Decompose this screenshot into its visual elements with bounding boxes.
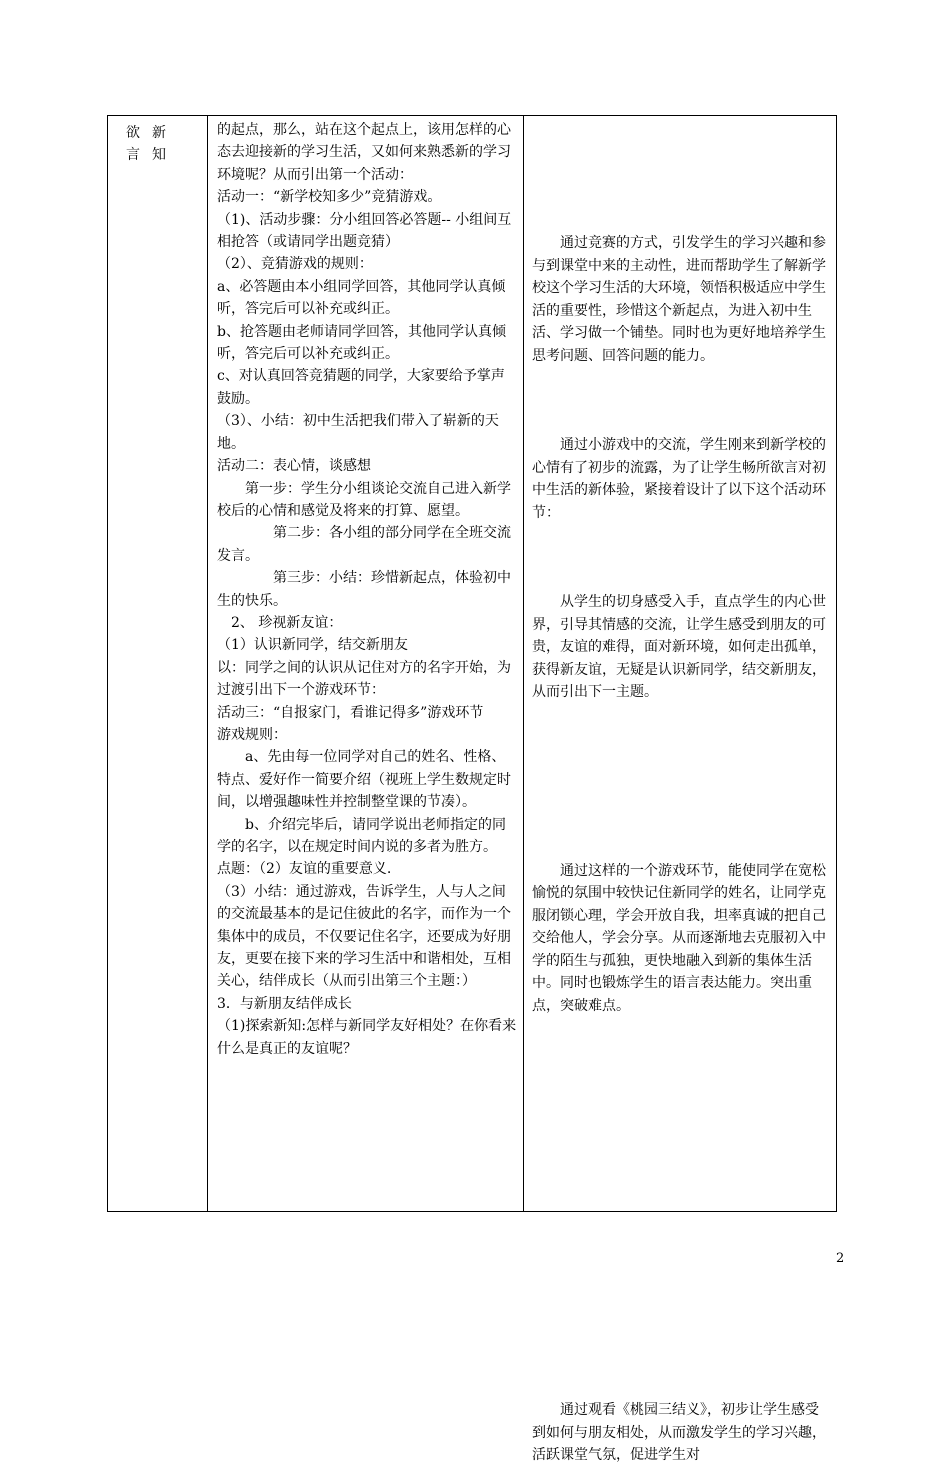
column-divider bbox=[523, 116, 524, 1211]
paragraph: 通过这样的一个游戏环节，能使同学在宽松愉悦的氛围中较快记住新同学的姓名，让同学克服闭锁心理，学会开放自我，坦率真诚的把自己交给他人，学会分享。从而逐渐地去克服初入中学的陌生与孤独，更快地融入到新的集体生活中。同时也锻炼学生的语言表达能力。突出重点，突破难点。 bbox=[532, 862, 826, 1014]
paragraph: 第一步：学生分小组谈论交流自己进入新学校后的心情和感觉及将来的打算、愿望。 bbox=[217, 480, 511, 519]
paragraph: b、抢答题由老师请同学回答，其他同学认真倾听，答完后可以补充或纠正。 bbox=[217, 323, 506, 363]
page-number: 2 bbox=[836, 1251, 845, 1266]
paragraph: 第二步：各小组的部分同学在全班交流发言。 bbox=[217, 525, 511, 564]
paragraph: 2、 珍视新友谊： bbox=[217, 614, 343, 631]
paragraph: （3）小结：通过游戏，告诉学生，人与人之间的交流最基本的是记住彼此的名字，而作为一个集体中的成员，不仅要记住名字，还要成为好朋友，更要在接下来的学习生活中和谐相处，互相关心，结伴成长（从而引出第三个主题：） bbox=[217, 883, 511, 990]
paragraph: （1)、活动步骤：分小组回答必答题-- 小组间互相抢答（或请同学出题竞猜） bbox=[217, 211, 512, 251]
paragraph: a、必答题由本小组同学回答，其他同学认真倾听，答完后可以补充或纠正。 bbox=[217, 278, 506, 318]
paragraph: 通过竞赛的方式，引发学生的学习兴趣和参与到课堂中来的主动性，进而帮助学生了解新学校这个学习生活的大环境，领悟积极适应中学生活的重要性，珍惜这个新起点，为进入初中生活、学习做一个铺垫。同时也为更好地培养学生思考问题、回答问题的能力。 bbox=[532, 235, 826, 364]
spacer bbox=[532, 1017, 832, 1399]
paragraph: 3．与新朋友结伴成长 bbox=[217, 995, 352, 1012]
paragraph: 以：同学之间的认识从记住对方的名字开始，为过渡引出下一个游戏环节： bbox=[217, 659, 511, 699]
paragraph: b、介绍完毕后，请同学说出老师指定的同学的名字，以在规定时间内说的多者为胜方。 bbox=[217, 816, 506, 855]
paragraph: c、对认真回答竞猜题的同学，大家要给予掌声鼓励。 bbox=[217, 368, 505, 407]
paragraph: 活动三：“自报家门，看谁记得多”游戏环节 bbox=[217, 704, 484, 721]
column-divider bbox=[207, 116, 208, 1211]
paragraph: （1）认识新同学，结交新朋友 bbox=[217, 637, 408, 654]
activity-column bbox=[217, 119, 517, 1060]
paragraph: （3）、小结：初中生活把我们带入了崭新的天地。 bbox=[217, 413, 499, 452]
paragraph: 点题：（2）友谊的重要意义. bbox=[217, 861, 392, 878]
section-label: 欲新言知 bbox=[126, 125, 178, 163]
paragraph: 通过观看《桃园三结义》，初步让学生感受到如何与朋友相处，从而激发学生的学习兴趣，活跃课堂气氛，促进学生对 bbox=[532, 1402, 826, 1463]
paragraph: （1)探索新知:怎样与新同学友好相处？在你看来什么是真正的友谊呢？ bbox=[217, 1018, 517, 1057]
spacer bbox=[532, 704, 832, 860]
paragraph: （2）、竞猜游戏的规则： bbox=[217, 256, 373, 273]
paragraph: a、先由每一位同学对自己的姓名、性格、特点、爱好作一简要介绍（视班上学生数规定时间，以增强趣味性并控制整堂课的节凑）。 bbox=[217, 749, 511, 811]
spacer bbox=[532, 367, 832, 434]
lesson-table bbox=[107, 115, 837, 1463]
paragraph: 活动一：“新学校知多少”竞猜游戏。 bbox=[217, 189, 442, 206]
paragraph: 通过小游戏中的交流，学生刚来到新学校的心情有了初步的流露，为了让学生畅所欲言对初中生活的新体验，紧接着设计了以下这个活动环节： bbox=[532, 437, 826, 521]
design-intent-column bbox=[532, 232, 832, 1467]
paragraph: 活动二：表心情，谈感想 bbox=[217, 458, 371, 475]
paragraph: 第三步：小结：珍惜新起点，体验初中生的快乐。 bbox=[217, 570, 511, 609]
paragraph: 游戏规则： bbox=[217, 726, 287, 743]
spacer bbox=[532, 524, 832, 591]
paragraph: 从学生的切身感受入手，直点学生的内心世界，引导其情感的交流，让学生感受到朋友的可贵，友谊的难得，面对新环境，如何走出孤单，获得新友谊，无疑是认识新同学，结交新朋友，从而引出下一主题。 bbox=[532, 594, 826, 700]
paragraph: 的起点，那么，站在这个起点上，该用怎样的心态去迎接新的学习生活，又如何来熟悉新的学习环境呢？从而引出第一个活动： bbox=[217, 122, 511, 183]
